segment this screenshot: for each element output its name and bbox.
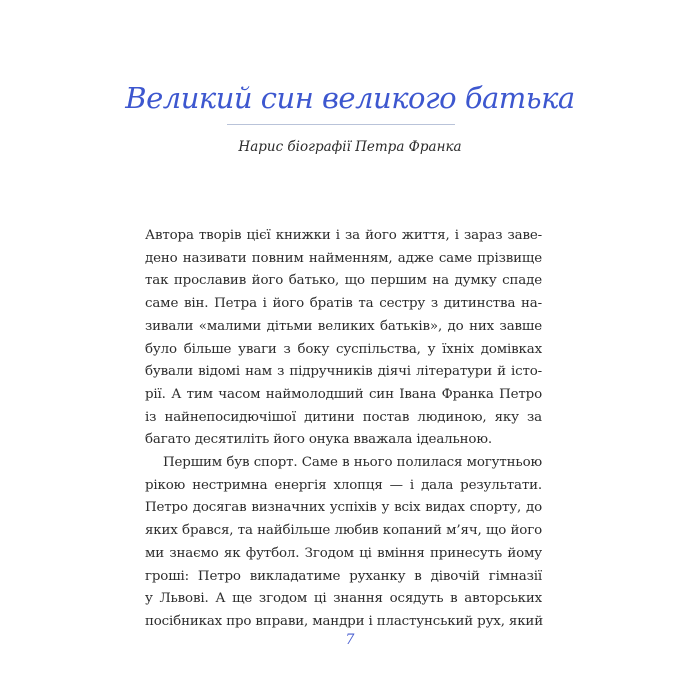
text-line: дено називати повним найменням, адже саме прізвище — [145, 250, 542, 266]
text-line: Автора творів цієї книжки і за його життя, і зараз заве- — [145, 228, 542, 243]
text-line: гроші: Петро викладатиме руханку в дівочій гімназії — [145, 568, 542, 584]
text-line: рікою нестримна енергія хлопця — і дала результати. — [145, 477, 542, 493]
text-line: із найнепосидючішої дитини постав людиною, яку за — [145, 409, 542, 425]
text-line: зивали «малими дітьми великих батьків», до них завше — [145, 318, 542, 334]
chapter-title: Великий син великого батька — [125, 81, 575, 115]
page-number: 7 — [345, 632, 355, 648]
text-line: рії. А тим часом наймолодший син Івана Франка Петро — [145, 386, 542, 402]
body-text — [145, 225, 542, 634]
text-line: саме він. Петра і його братів та сестру з дитинства на- — [145, 296, 542, 312]
text-line: так прославив його батько, що першим на думку спаде — [145, 273, 542, 289]
text-line: Першим був спорт. Саме в нього полилася могутньою — [163, 455, 542, 471]
text-line: було більше уваги з боку суспільства, у їхніх домівках — [145, 341, 542, 357]
text-line: у Львові. А ще згодом ці знання осядуть в авторських — [145, 591, 542, 607]
chapter-subtitle: Нарис біографії Петра Франка — [238, 139, 462, 155]
text-line: ми знаємо як футбол. Згодом ці вміння принесуть йому — [145, 545, 542, 561]
title-divider — [227, 124, 455, 125]
text-line: Петро досягав визначних успіхів у всіх видах спорту, до — [145, 500, 542, 516]
text-line: багато десятиліть його онука вважала ідеальною. — [145, 432, 492, 448]
text-line: бували відомі нам з підручників діячі літератури й істо- — [145, 364, 542, 380]
text-line: посібниках про вправи, мандри і пластунський рух, який — [145, 613, 543, 629]
text-line: яких брався, та найбільше любив копаний м’яч, що його — [145, 523, 542, 539]
